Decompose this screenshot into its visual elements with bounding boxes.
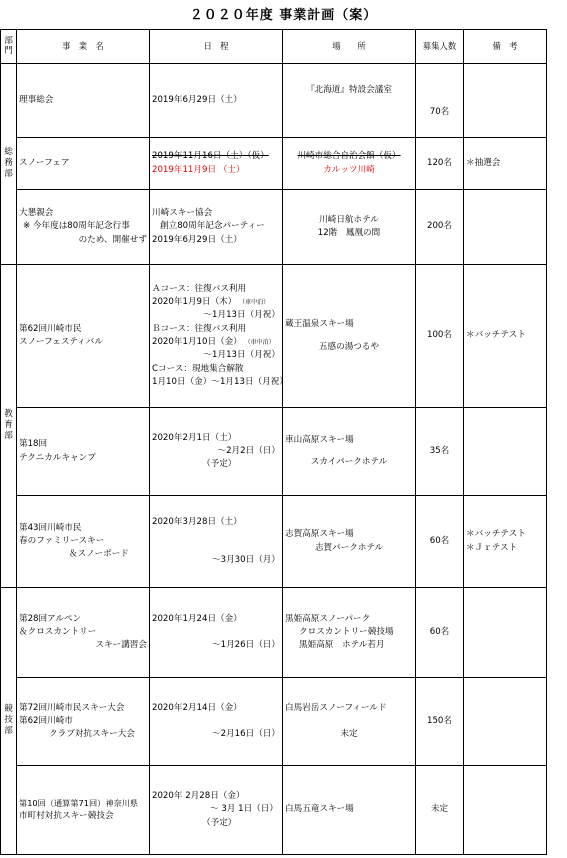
event-place: 『北海道』特設会議室 bbox=[283, 64, 416, 138]
table-row bbox=[1, 678, 547, 766]
table-row bbox=[1, 408, 547, 496]
dept-competition: 競技部 bbox=[1, 588, 17, 855]
event-count: 70名 bbox=[416, 64, 464, 138]
event-place: 車山高原スキー場 スカイパークホテル bbox=[283, 408, 416, 496]
header-place: 場 所 bbox=[283, 30, 416, 64]
dept-general: 総務部 bbox=[1, 64, 17, 265]
table-row bbox=[1, 64, 547, 138]
event-date: 2019年11月16日（土）（仮） 2019年11月9日 （土） bbox=[150, 138, 283, 190]
event-date: 2020年2月14日（金） ～2月16日（日） bbox=[150, 678, 283, 766]
event-note bbox=[464, 408, 547, 496]
event-name: 理事総会 bbox=[17, 64, 150, 138]
event-place: 川崎市総合自治会館（仮） カルッツ川崎 bbox=[283, 138, 416, 190]
header-date: 日 程 bbox=[150, 30, 283, 64]
event-note: ＊バッチテスト ＊Ｊｒテスト bbox=[464, 496, 547, 588]
header-row bbox=[1, 30, 547, 64]
table-row bbox=[1, 190, 547, 265]
event-date: 2020年1月24日（金） ～1月26日（日） bbox=[150, 588, 283, 678]
event-date: 2020年3月28日（土） ～3月30日（月） bbox=[150, 496, 283, 588]
table-row bbox=[1, 496, 547, 588]
event-note bbox=[464, 588, 547, 678]
event-note bbox=[464, 190, 547, 265]
page-title: ２０２０年度 事業計画（案） bbox=[189, 8, 378, 23]
event-note bbox=[464, 678, 547, 766]
event-count: 150名 bbox=[416, 678, 464, 766]
event-count: 60名 bbox=[416, 588, 464, 678]
table-row bbox=[1, 138, 547, 190]
event-date: 2020年 2月28日（金） ～ 3月 1日（日） （予定） bbox=[150, 766, 283, 855]
event-count: 未定 bbox=[416, 766, 464, 855]
event-place: 志賀高原スキー場 志賀パークホテル bbox=[283, 496, 416, 588]
event-place: 黒姫高原スノーパーク クロスカントリー競技場 黒姫高原 ホテル若月 bbox=[283, 588, 416, 678]
schedule-table bbox=[0, 29, 547, 855]
header-dept: 部門 bbox=[1, 30, 17, 64]
event-count: 200名 bbox=[416, 190, 464, 265]
event-date: Ａコース：往復バス利用 2020年1月9日（木） （車中泊） ～1月13日（月祝） Ｂコース：往復バス利用 2020年1月10日（金） （車中泊） ～1月13日（月祝） Cコース：現地集合解散 1月10日（金）～1月13日（月祝） bbox=[150, 265, 283, 408]
event-count: 60名 bbox=[416, 496, 464, 588]
event-place: 川崎日航ホテル 12階 鳳凰の間 bbox=[283, 190, 416, 265]
event-count: 100名 bbox=[416, 265, 464, 408]
dept-education: 教育部 bbox=[1, 265, 17, 588]
event-name: 第18回 テクニカルキャンプ bbox=[17, 408, 150, 496]
event-note bbox=[464, 766, 547, 855]
event-name: 第43回川崎市民 春のファミリースキー ＆スノーボード bbox=[17, 496, 150, 588]
header-count: 募集人数 bbox=[416, 30, 464, 64]
event-name: 第28回アルペン ＆クロスカントリー スキー講習会 bbox=[17, 588, 150, 678]
event-count: 35名 bbox=[416, 408, 464, 496]
event-note: ＊バッチテスト bbox=[464, 265, 547, 408]
table-row bbox=[1, 766, 547, 855]
event-name: スノーフェア bbox=[17, 138, 150, 190]
table-row bbox=[1, 588, 547, 678]
event-place: 蔵王温泉スキー場 五感の湯つるや bbox=[283, 265, 416, 408]
event-name: 大懇親会 ※ 今年度は80周年記念行事 のため、開催せず bbox=[17, 190, 150, 265]
header-note: 備 考 bbox=[464, 30, 547, 64]
header-name: 事 業 名 bbox=[17, 30, 150, 64]
event-name: 第72回川崎市民スキー大会 第62回川崎市 クラブ対抗スキー大会 bbox=[17, 678, 150, 766]
event-place: 白馬五竜スキー場 bbox=[283, 766, 416, 855]
event-name: 第10回（通算第71回）神奈川県 市町村対抗スキー競技会 bbox=[17, 766, 150, 855]
event-note: ＊抽選会 bbox=[464, 138, 547, 190]
event-place: 白馬岩岳スノーフィールド 未定 bbox=[283, 678, 416, 766]
event-name: 第62回川崎市民 スノーフェスティバル bbox=[17, 265, 150, 408]
table-row bbox=[1, 265, 547, 408]
event-note bbox=[464, 64, 547, 138]
event-date: 2020年2月1日（土） ～2月2日（日） （予定） bbox=[150, 408, 283, 496]
event-date: 2019年6月29日（土） bbox=[150, 64, 283, 138]
event-count: 120名 bbox=[416, 138, 464, 190]
event-date: 川崎スキー協会 創立80周年記念パーティー 2019年6月29日（土） bbox=[150, 190, 283, 265]
